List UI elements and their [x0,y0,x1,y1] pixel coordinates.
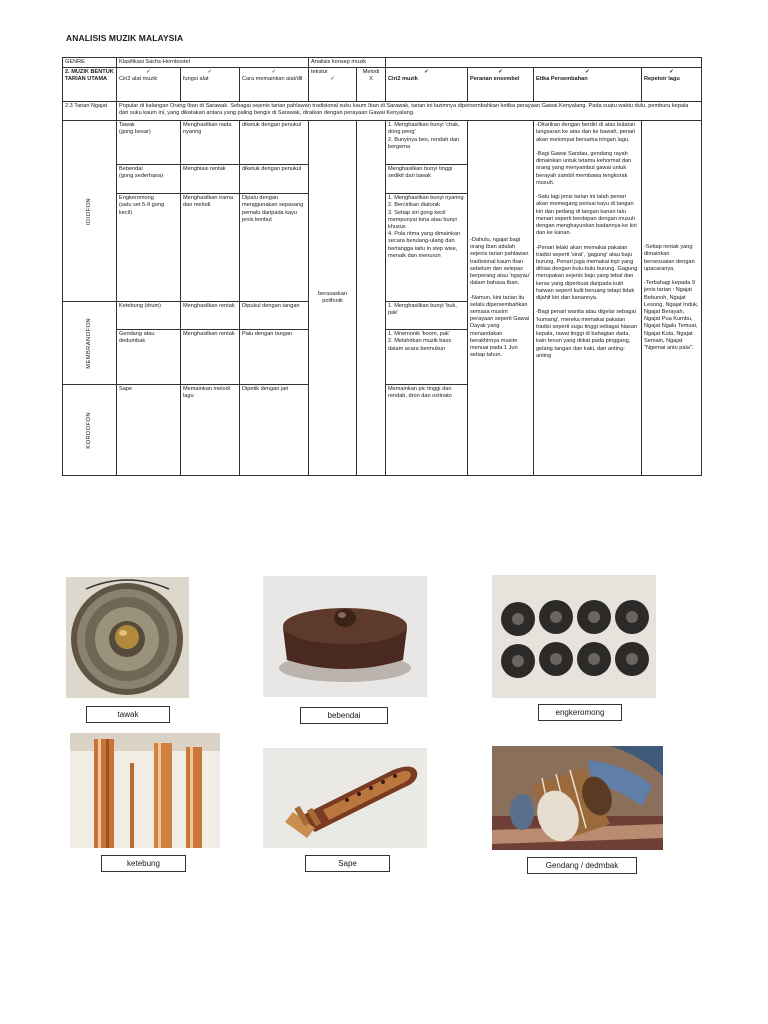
ciri-cell: 1. Mnemonik 'boom, pak' 2. Melahirkan muzik bass dalam acara bermukun [386,330,468,385]
engkeromong-image [492,575,656,698]
group-membranofon [63,302,117,385]
group-kordofon [63,385,117,476]
ciri-alat-label: Ciri2 alat muzik [119,76,158,83]
melodi-header [357,68,386,102]
tekstur-header [309,68,357,102]
etika-header [534,68,642,102]
fungsi-label: fungsi alat [183,76,209,83]
group-kordofon-label: KORDOFON [85,411,92,449]
check-mark: ✓ [271,69,277,76]
ciri-cell: Menghasilkan bunyi tinggi sedikit dari tawak [386,165,468,194]
etika-cell: -Ditarikan dengan berdiri di atas bulatan langsaran ke atas dan ke bawah, penari akan melompat bersama iringan lagu. -Bagi Gawai Sandau, gendang rayah dimainkan untuk tetamu kehormat dan orang yang menyambut gawai untuk berayah sambil membawa tengkorak musuh. -Satu lagi jenis tarian ini ialah penari akan memegang perisai kayu di tangan kiri dan pedang di tangan kanan lalu menari seperti berdepan dengan musuh dengan menghayunkan badannya ke kiri dan ke kanan. -Penari lelaki akan memakai pakaian tradisi seperti 'sirat', 'gagung' atau baju burung. Penari juga memakai topi yang dihias dengan bulu-bulu burung. Gagung merupakan sejenis baju yang tebal dan keras yang diperbuat daripada kulit haiwan seperti kulit beruang tetapi tidak dijahit kiri dan kanannya. -Bagi penari wanita atau digelar sebagai 'kumang', mereka memakai pakaian tradisi seperti sugu tinggi sebagai hiasan kepala, rawai tinggi di bahagian dada, kain tenun yang diikat pada pinggang, gelang tangan dan kaki, dan anting-anting [534,121,642,476]
check-mark: ✓ [330,76,335,83]
fungsi-cell: Menghasilkan rentak [181,302,240,330]
instrument-cell: Bebendai (gong sederhana) [117,165,181,194]
bentuk-header: 2. MUZIK BENTUK TARIAN UTAMA [63,68,117,102]
check-mark: ✓ [498,69,503,76]
ketebung-image [70,733,220,848]
bebendai-caption: bebendai [300,707,388,724]
cara-cell: Dipukul dengan tangan [240,302,309,330]
genre-header: GENRE [63,58,117,68]
melodi-label: Melodi [362,69,380,76]
peranan-cell: -Dahulu, ngajat bagi orang Iban adalah sejenis tarian pahlawan tradisional kaum Iban sebelum dan selepas berperang atau 'ngayau' dalam bahasa Iban. -Namun, kini tarian itu selalu dipersembahkan semasa musim perayaan seperti Gawai Dayak yang menandakan berakhirnya musim menuai pada 1 Jun setiap tahun. [468,121,534,476]
cara-cell: diketuk dengan penukul [240,165,309,194]
fungsi-cell: Menghasilkan rentak [181,330,240,385]
fungsi-cell: Menghiasi rentak [181,165,240,194]
tekstur-label: tekstur [311,69,328,76]
repetoir-cell: -Setiap rentak yang dimainkan bersesuaian dengan upacaranya. -Terbahagi kepada 9 jenis tarian : Ngajat Bebunoh, Ngajat Lesong, Ngajat Induk, Ngajat Berayah, Ngajat Pua Kumbu, Ngajat Ngalu Temuai, Ngajat Kuta, Ngajat Semain, Ngajat "Ngemai antu pala". [642,121,702,476]
check-mark: ✓ [207,69,213,76]
cara-cell: Dipetik dengan jari [240,385,309,476]
instrument-cell: Sape [117,385,181,476]
ciri-cell: 1. Menghasilkan bunyi 'buk, pak' [386,302,468,330]
document-title: ANALISIS MUZIK MALAYSIA [66,33,184,43]
group-idiofon-label: IDIOFON [85,197,92,225]
sape-caption: Sape [305,855,390,872]
group-membranofon-label: MEMBRANOFON [85,317,92,369]
tekstur-cell: berasaskan polifonik [309,121,357,476]
analisis-header: Analisis konsep muzik [309,58,386,68]
etika-label: Etika Persembahan [536,76,588,83]
tawak-caption: tawak [86,706,170,723]
check-mark: ✓ [146,69,151,76]
ciri-muzik-header [386,68,468,102]
gendang-image [492,746,663,850]
ketebung-caption: ketebung [101,855,186,872]
ciri-cell: Memainkan pic tinggi dan rendah, dron dan ostinato [386,385,468,476]
cara-cell: Dipalu dengan menggunakan sepasang pemalu daripada kayu jenis lembut [240,194,309,302]
check-mark: ✓ [585,69,590,76]
klasifikasi-header: Klasifikasi Sachs-Hornbostel [117,58,309,68]
fungsi-header [181,68,240,102]
instrument-cell: Engkeromong (satu set 5-9 gong kecil) [117,194,181,302]
repetoir-header [642,68,702,102]
section-description: Popular di kalangan Orang Iban di Sarawak. Sebagai sejenis tarian pahlawan tradisional suku kaum Iban di Sarawak, tarian ini lazimnya dipersembahkan ketika perayaan Gawai Kenyalang. Pada suatu waktu dulu, pemburu kepala dari suku kaum ini, yang dikatakan antara yang paling bengis di Sarawak, diraikan dengan perayaan Gawai Kenyalang. [117,102,702,121]
instrument-cell: Gendang atau dedumbak [117,330,181,385]
peranan-label: Peranan ensembel [470,76,520,83]
analysis-table [62,57,702,476]
cara-header [240,68,309,102]
fungsi-cell: Menghasilkan nada nyaring [181,121,240,165]
cara-cell: Palu dengan tangan [240,330,309,385]
tawak-image [66,577,189,698]
engkeromong-caption: engkeromong [538,704,622,721]
check-mark: ✓ [669,69,674,76]
fungsi-cell: Menghasilkan irama dan melodi [181,194,240,302]
ciri-alat-header [117,68,181,102]
peranan-header [468,68,534,102]
repetoir-label: Repetoir lagu [644,76,680,83]
ciri-cell: 1. Menghasilkan bunyi 'chak, dong peng' 2. Bunyinya bes, rendah dan bergema [386,121,468,165]
ciri-muzik-label: Ciri2 muzik [388,76,418,83]
ciri-cell: 1. Menghasilkan bunyi nyaring 2. Bercirikan diatonik 3. Setiap siri gong kecil mempunyai tona atau bunyi khusus 4. Pola ritma yang dimainkan secara berulang-ulang dan bertangga iaitu in step wise, menaik dan menurun [386,194,468,302]
group-idiofon [63,121,117,302]
fungsi-cell: Memainkan melodi lagu [181,385,240,476]
cara-cell: diketuk dengan penukul [240,121,309,165]
section-label: 2.3 Tarian Ngajat [63,102,117,121]
instrument-cell: Tawak (gong besar) [117,121,181,165]
instrument-cell: Ketebung (drum) [117,302,181,330]
bebendai-image [263,576,427,697]
header-spacer [386,58,702,68]
cara-label: Cara memainkan alat/dll [242,76,303,83]
check-mark: ✓ [424,69,429,76]
melodi-cell [357,121,386,476]
sape-image [263,748,427,848]
gendang-caption: Gendang / dedmbak [527,857,637,874]
melodi-x: X [369,76,373,83]
